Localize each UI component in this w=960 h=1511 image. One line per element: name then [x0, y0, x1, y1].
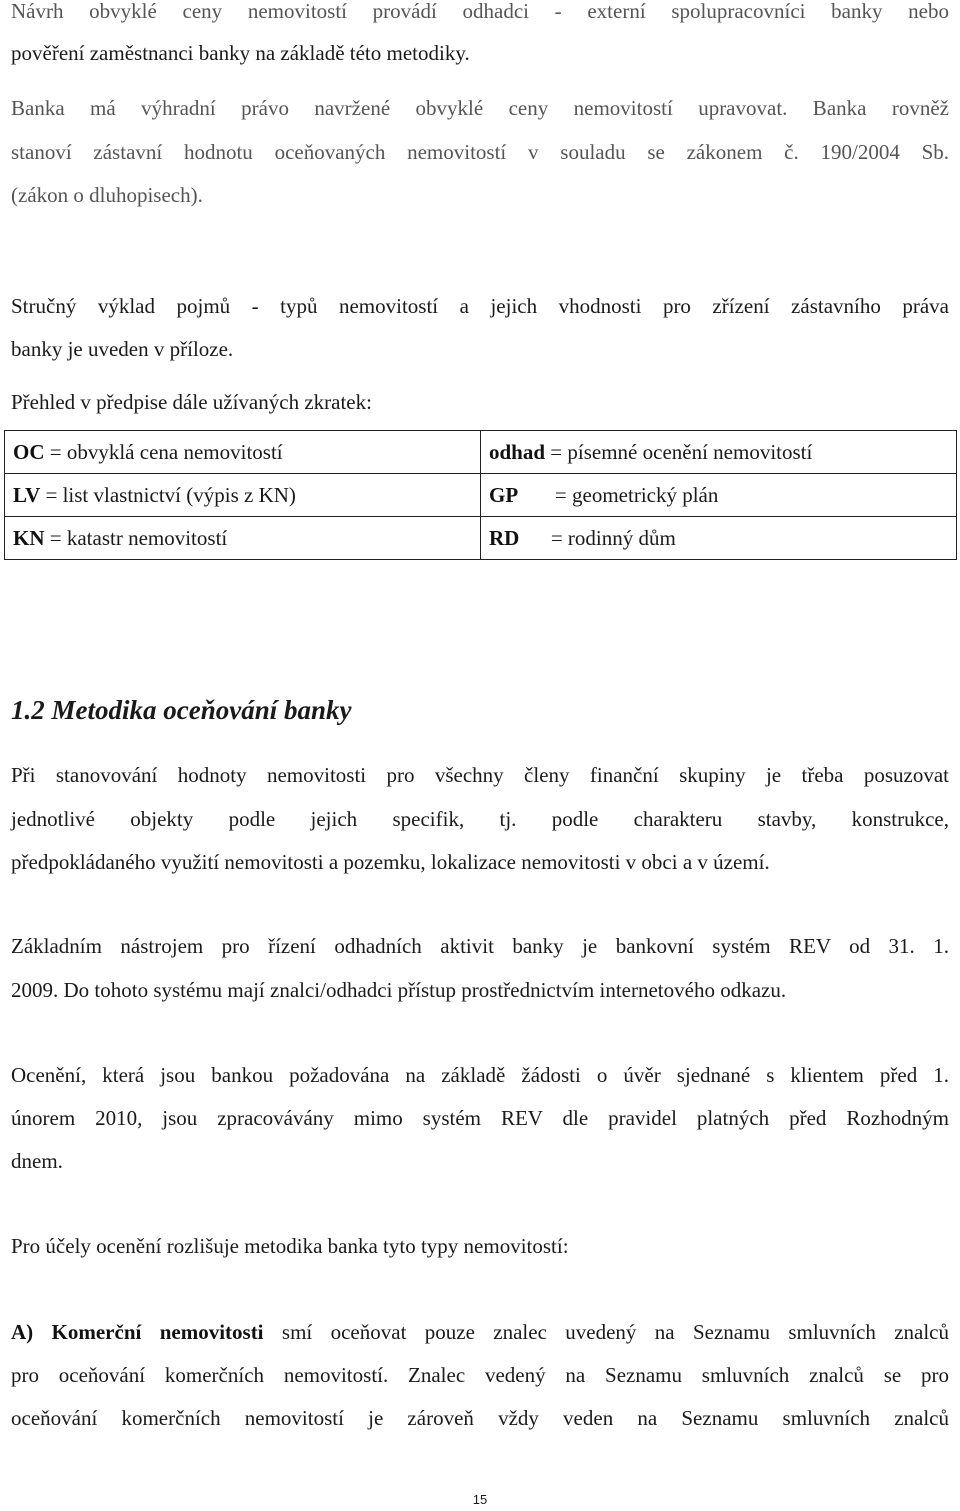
bold-term: A) Komerční nemovitosti	[11, 1320, 264, 1344]
table-cell: LV = list vlastnictví (výpis z KN)	[5, 474, 481, 517]
table-cell: KN = katastr nemovitostí	[5, 517, 481, 560]
text-line: únorem 2010, jsou zpracovávány mimo systém REV dle pravidel platných před Rozhodným	[11, 1106, 949, 1130]
text-line: Přehled v předpise dále užívaných zkratek:	[11, 390, 372, 414]
text-line: 2009. Do tohoto systému mají znalci/odhadci přístup prostřednictvím internetového odkazu.	[11, 978, 787, 1002]
text-line: A) Komerční nemovitosti smí oceňovat pouze znalec uvedený na Seznamu smluvních znalců	[11, 1320, 949, 1344]
table-row	[5, 517, 957, 560]
text-line: (zákon o dluhopisech).	[11, 183, 203, 207]
text-line: předpokládaného využití nemovitosti a pozemku, lokalizace nemovitosti v obci a v území.	[11, 850, 770, 874]
text-line: dnem.	[11, 1149, 63, 1173]
table-row	[5, 474, 957, 517]
page-number: 15	[472, 1492, 488, 1507]
text-line: jednotlivé objekty podle jejich specifik, tj. podle charakteru stavby, konstrukce,	[11, 807, 949, 831]
section-heading: 1.2 Metodika oceňování banky	[11, 695, 352, 725]
text-line: pověření zaměstnanci banky na základě této metodiky.	[11, 41, 470, 65]
text-line: stanoví zástavní hodnotu oceňovaných nemovitostí v souladu se zákonem č. 190/2004 Sb.	[11, 140, 949, 164]
text-line: Základním nástrojem pro řízení odhadních aktivit banky je bankovní systém REV od 31. 1.	[11, 934, 949, 958]
text-line: banky je uveden v příloze.	[11, 337, 234, 361]
text-line: Banka má výhradní právo navržené obvyklé ceny nemovitostí upravovat. Banka rovněž	[11, 96, 949, 120]
table-cell: RD = rodinný dům	[481, 517, 957, 560]
text-line: Návrh obvyklé ceny nemovitostí provádí odhadci - externí spolupracovníci banky nebo	[11, 0, 949, 23]
text-line: Stručný výklad pojmů - typů nemovitostí a jejich vhodnosti pro zřízení zástavního práva	[11, 294, 949, 318]
text-line: Ocenění, která jsou bankou požadována na základě žádosti o úvěr sjednané s klientem před 1.	[11, 1063, 949, 1087]
abbreviations-table	[4, 430, 957, 560]
table-cell: GP = geometrický plán	[481, 474, 957, 517]
text-line: Pro účely ocenění rozlišuje metodika banka tyto typy nemovitostí:	[11, 1234, 569, 1258]
table-row	[5, 431, 957, 474]
table-cell: odhad = písemné ocenění nemovitostí	[481, 431, 957, 474]
text-line: Při stanovování hodnoty nemovitosti pro všechny členy finanční skupiny je třeba posuzovat	[11, 763, 949, 787]
table-cell: OC = obvyklá cena nemovitostí	[5, 431, 481, 474]
text-line: pro oceňování komerčních nemovitostí. Znalec vedený na Seznamu smluvních znalců se pro	[11, 1363, 949, 1387]
text-line: oceňování komerčních nemovitostí je zároveň vždy veden na Seznamu smluvních znalců	[11, 1406, 949, 1430]
